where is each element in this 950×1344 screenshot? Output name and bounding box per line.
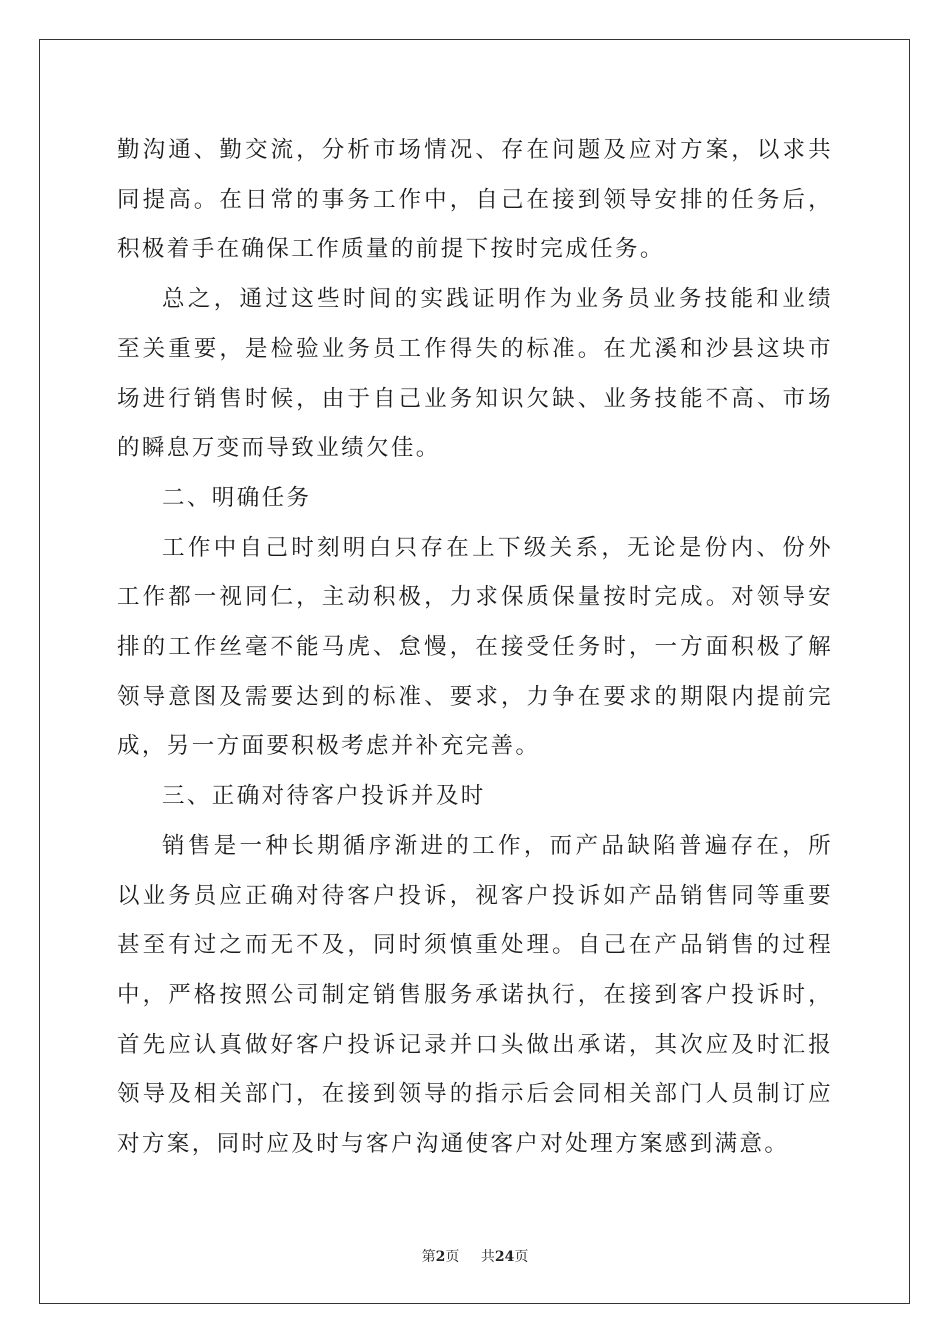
paragraph-summary: 总之，通过这些时间的实践证明作为业务员业务技能和业绩至关重要，是检验业务员工作得失的标准。在尤溪和沙县这块市场进行销售时候，由于自己业务知识欠缺、业务技能不高、市场的瞬息万变而导致业绩欠佳。 (117, 286, 833, 462)
total-indicator (481, 1249, 528, 1265)
paragraph-continuation: 勤沟通、勤交流，分析市场情况、存在问题及应对方案，以求共同提高。在日常的事务工作中，自己在接到领导安排的任务后，积极着手在确保工作质量的前提下按时完成任务。 (117, 137, 833, 263)
paragraph-tasks: 工作中自己时刻明白只存在上下级关系，无论是份内、份外工作都一视同仁，主动积极，力求保质保量按时完成。对领导安排的工作丝毫不能马虎、怠慢，在接受任务时，一方面积极了解领导意图及需要达到的标准、要求，力争在要求的期限内提前完成，另一方面要积极考虑并补充完善。 (117, 534, 833, 760)
page-indicator (422, 1249, 460, 1265)
section-heading-3: 三、正确对待客户投诉并及时 (162, 783, 486, 810)
page-footer (0, 1246, 950, 1266)
page-prefix: 第 (421, 1249, 436, 1265)
document-body (117, 126, 833, 1170)
page-number: 2 (435, 1249, 446, 1265)
section-heading-2: 二、明确任务 (162, 484, 312, 511)
total-suffix: 页 (514, 1249, 529, 1265)
page-suffix: 页 (445, 1249, 460, 1265)
paragraph-complaints: 销售是一种长期循序渐进的工作，而产品缺陷普遍存在，所以业务员应正确对待客户投诉，视客户投诉如产品销售同等重要甚至有过之而无不及，同时须慎重处理。自己在产品销售的过程中，严格按照公司制定销售服务承诺执行，在接到客户投诉时，首先应认真做好客户投诉记录并口头做出承诺，其次应及时汇报领导及相关部门，在接到领导的指示后会同相关部门人员制订应对方案，同时应及时与客户沟通使客户对处理方案感到满意。 (117, 832, 833, 1158)
total-prefix: 共 (480, 1249, 495, 1265)
total-pages: 24 (494, 1249, 515, 1265)
